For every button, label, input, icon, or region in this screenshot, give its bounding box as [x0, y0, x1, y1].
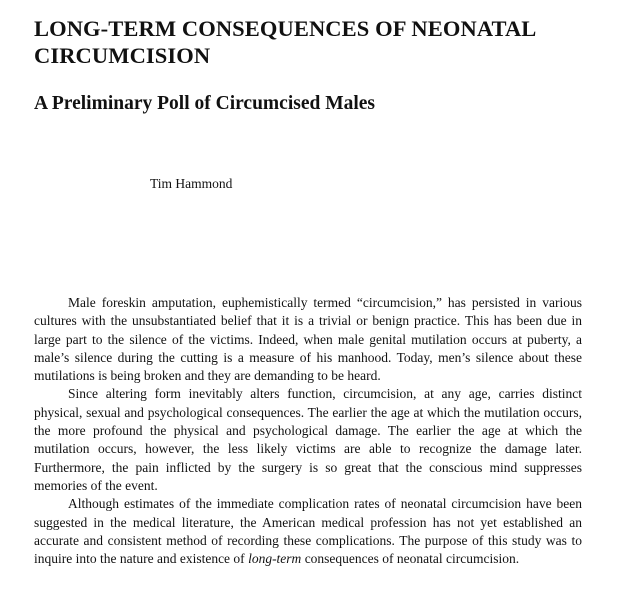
- paragraph-3-text-after: consequences of neonatal circumcision.: [301, 551, 520, 567]
- author-name: Tim Hammond: [150, 176, 233, 191]
- paragraph-3-text-before: Although estimates of the immediate complication rates of neonatal circumcision have been suggested in the medical literature, the American medical profession has not yet established an accurate and consistent method of recording these complications. The purpose of this study was to inquire into the nature and existence of: [34, 496, 582, 567]
- paragraph-1: Male foreskin amputation, euphemistically termed “circumcision,” has persisted in various cultures with the unsubstantiated belief that it is a trivial or benign practice. This has been due in large part to the silence of the victims. Indeed, when male genital mutilation occurs at puberty, a male’s silence during the cutting is a measure of his manhood. Today, men’s silence about these mutilations is being broken and they are demanding to be heard.: [34, 295, 582, 384]
- paper-subtitle: A Preliminary Poll of Circumcised Males: [34, 93, 376, 114]
- paragraph-3-emphasis: long-term: [248, 551, 302, 567]
- paragraph-2: Since altering form inevitably alters function, circumcision, at any age, carries distinct physical, sexual and psychological consequences. The earlier the age at which the mutilation occurs, the more profound the physical and psychological damage. The earlier the age at which the mutilation occurs, however, the less likely victims are able to recognize the damage later. Furthermore, the pain inflicted by the surgery is so great that the conscious mind suppresses memories of the event.: [34, 386, 582, 493]
- body-text: [34, 294, 582, 568]
- paragraph-3: [34, 495, 582, 568]
- paper-title: LONG-TERM CONSEQUENCES OF NEONATAL CIRCUMCISION: [34, 16, 536, 68]
